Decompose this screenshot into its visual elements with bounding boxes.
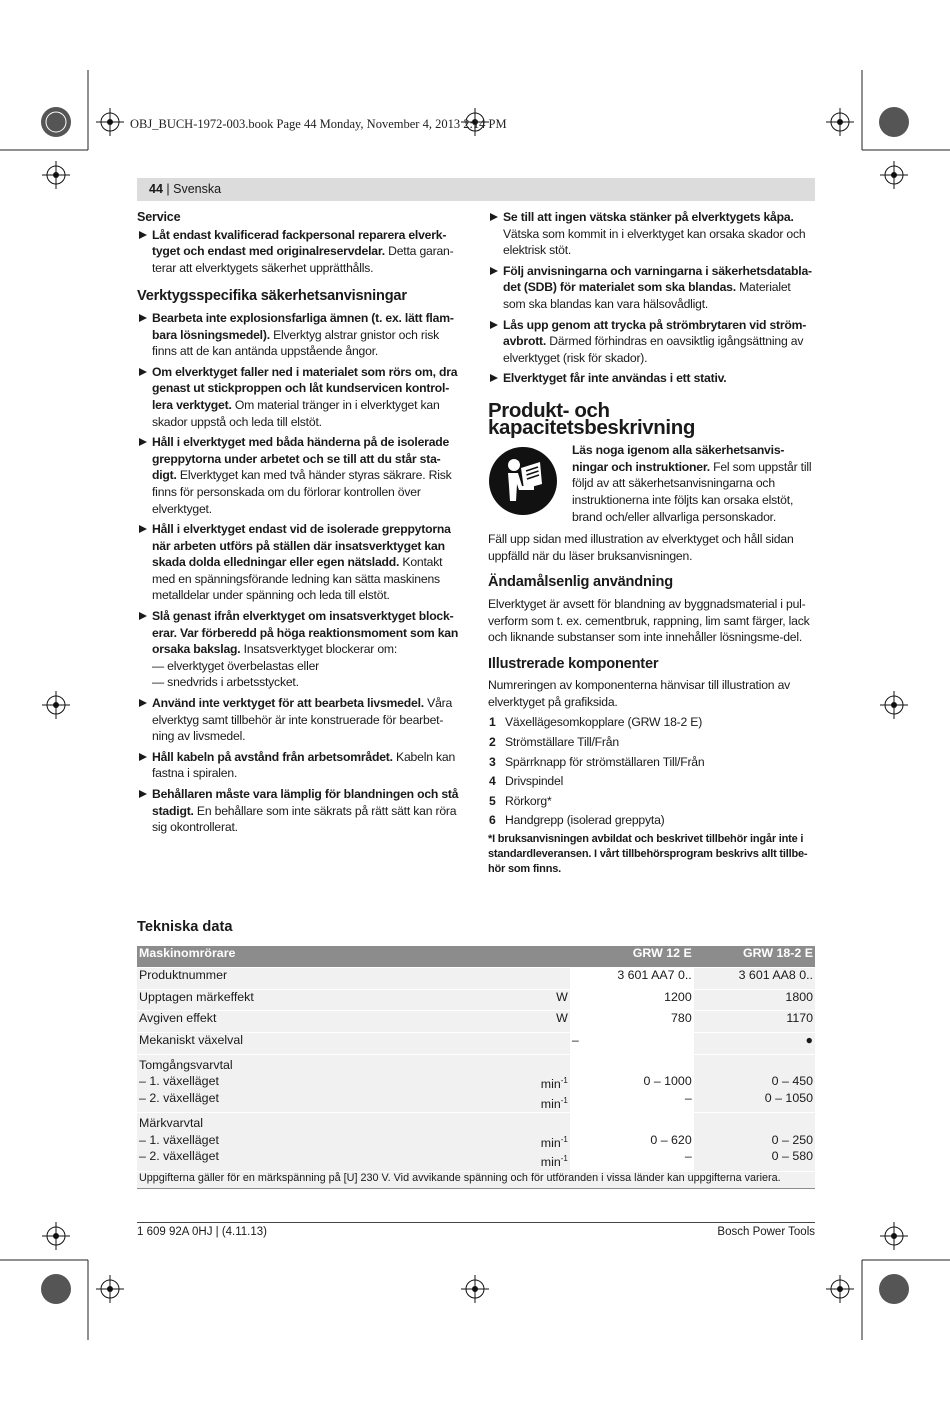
gear-label: – 1. växelläget (139, 1132, 219, 1147)
table-row (137, 1054, 815, 1113)
row-unit (337, 967, 570, 989)
block-list-item: — elverktyget överbelastas eller (152, 658, 320, 673)
row-label: Mekaniskt växelval (137, 1033, 337, 1055)
component-number: 6 (489, 813, 496, 828)
component-number: 2 (489, 735, 496, 750)
unit-base: min (540, 1155, 561, 1170)
safety-bullet (137, 608, 464, 658)
bullet-text: Elverktyg alstrar gnistor och risk finns att de kan antända uppstående ångor. (152, 327, 440, 359)
row-label: Avgiven effekt (137, 1011, 337, 1033)
unit-exponent: -1 (560, 1095, 568, 1105)
bullet-arrow-icon (490, 374, 498, 382)
safety-bullet (137, 695, 464, 745)
header-cell: GRW 18-2 E (694, 946, 815, 967)
unit-exponent: -1 (560, 1076, 568, 1086)
page-header (137, 178, 815, 201)
component-label: Rörkorg* (505, 793, 552, 808)
component-number: 1 (489, 715, 496, 730)
component-label: Spärrknapp för strömställaren Till/Från (505, 754, 705, 769)
bullet-bold: Håll i elverktyget endast vid de isolerade greppytorna när arbeten utförs på ställen där insatsverktyget kan skada dolda elledningar eller egen nätsladd. (152, 522, 451, 570)
bullet-bold: Använd inte verktyget för att bearbeta livsmedel. (152, 696, 424, 711)
read-manual-block (488, 442, 815, 528)
unit (339, 1093, 568, 1113)
safety-bullet (137, 434, 464, 517)
row-value-grw182: 1800 (694, 989, 815, 1011)
use-heading: Ändamålsenlig användning (488, 574, 673, 591)
unit (339, 1151, 568, 1171)
safety-bullet (488, 209, 815, 259)
bullet-bold: Lås upp genom att trycka på strömbrytaren vid ström-avbrott. (503, 317, 807, 349)
unit (339, 1073, 568, 1093)
value: 0 – 250 (771, 1132, 813, 1147)
component-label: Strömställare Till/Från (505, 735, 619, 750)
left-column (137, 209, 464, 836)
speed-values-grw182 (694, 1054, 815, 1113)
bullet-text: Insatsverktyget blockerar om: (240, 642, 398, 657)
fold-text: Fäll upp sidan med illustration av elverktyget och håll sidan uppfälld när du läser bruksanvisningen. (488, 532, 794, 563)
table-row (137, 1113, 815, 1172)
bullet-arrow-icon (139, 790, 147, 798)
bullet-bold: Elverktyget får inte användas i ett stativ. (503, 371, 727, 386)
header-cell (337, 946, 570, 967)
bullet-arrow-icon (139, 314, 147, 322)
tech-table (137, 946, 815, 1189)
tech-heading: Tekniska data (137, 919, 233, 935)
value: 0 – 580 (771, 1149, 813, 1164)
speed-group (137, 1054, 337, 1113)
unit-base: min (540, 1096, 561, 1111)
safety-bullet (137, 364, 464, 430)
gear-label: – 2. växelläget (139, 1090, 219, 1105)
row-unit (337, 1033, 570, 1055)
unit-exponent: -1 (560, 1134, 568, 1144)
gear-label: – 2. växelläget (139, 1149, 219, 1164)
speed-values-grw182 (694, 1113, 815, 1172)
page-number: 44 (149, 182, 163, 196)
speed-values-grw12 (570, 1054, 694, 1113)
row-value-grw182: 1170 (694, 1011, 815, 1033)
component-number: 4 (489, 774, 496, 789)
footer-right: Bosch Power Tools (717, 1226, 815, 1238)
components-heading: Illustrerade komponenter (488, 655, 659, 672)
header-cell: Maskinomrörare (137, 946, 337, 967)
footer-left: 1 609 92A 0HJ | (4.11.13) (137, 1226, 267, 1238)
unit-base: min (540, 1077, 561, 1092)
speed-group-title: Tomgångsvarvtal (139, 1057, 233, 1072)
bullet-text: Materialet som ska blandas kan vara hälsovådligt. (503, 280, 791, 311)
safety-heading: Verktygsspecifika säkerhetsanvisningar (137, 288, 407, 305)
component-number: 5 (489, 793, 496, 808)
row-label: Upptagen märkeffekt (137, 989, 337, 1011)
use-text: Elverktyget är avsett för blandning av byggnadsmaterial i pul-verform som t. ex. cementbruk, rappning, lim samt färger, lack och liknande substanser som inte innehåller lösningsme-del. (488, 596, 810, 645)
speed-values-grw12 (570, 1113, 694, 1172)
page-header-separator: | (162, 182, 174, 196)
safety-bullet (488, 370, 815, 387)
safety-bullet (488, 317, 815, 367)
bullet-text: Om material tränger in i elverktyget kan skador uppstå och leda till elstöt. (152, 397, 440, 429)
speed-group-title: Märkvarvtal (139, 1116, 204, 1131)
print-header: OBJ_BUCH-1972-003.book Page 44 Monday, November 4, 2013 2:14 PM (130, 117, 507, 131)
safety-bullet (137, 786, 464, 836)
component-item (488, 793, 815, 810)
safety-bullet (137, 521, 464, 604)
table-row (137, 1011, 815, 1033)
component-item (488, 773, 815, 790)
row-unit: W (337, 989, 570, 1011)
bullet-text: En behållare som inte säkrats på rätt sätt kan röra sig okontrollerat. (152, 803, 457, 835)
row-value-grw182: ● (694, 1033, 815, 1055)
block-list-item: — snedvrids i arbetsstycket. (152, 675, 299, 690)
speed-units (337, 1113, 570, 1172)
component-label: Handgrepp (isolerad greppyta) (505, 813, 665, 828)
bullet-arrow-icon (139, 699, 147, 707)
component-label: Drivspindel (505, 774, 564, 789)
row-unit: W (337, 1011, 570, 1033)
row-value-grw12: – (570, 1033, 694, 1055)
bullet-arrow-icon (139, 231, 147, 239)
bullet-arrow-icon (139, 753, 147, 761)
components-intro: Numreringen av komponenterna hänvisar till illustration av elverktyget på grafiksida. (488, 678, 791, 709)
component-number: 3 (489, 754, 496, 769)
bullet-text: Vätska som kommit in i elverktyget kan orsaka skador och elektrisk stöt. (503, 226, 806, 258)
page-language: Svenska (173, 182, 222, 196)
component-label: Växellägesomkopplare (GRW 18-2 E) (505, 715, 703, 730)
bullet-arrow-icon (490, 213, 498, 221)
bullet-text: Därmed förhindras en oavsiktlig igångsättning av elverktyget (risk för skador). (503, 334, 804, 365)
bullet-arrow-icon (139, 612, 147, 620)
component-item (488, 812, 815, 829)
bullet-bold: Håll i elverktyget med båda händerna på de isolerade greppytorna under arbetet och se till att du står sta-digt. (152, 435, 450, 483)
bullet-text: Våra elverktyg samt tillbehör är inte konstruerade för bearbet-ning av livsmedel. (152, 696, 453, 744)
right-column (488, 209, 815, 877)
unit-base: min (540, 1135, 561, 1150)
bullet-text: Detta garan-terar att elverktygets säkerhet upprätthålls. (152, 244, 454, 275)
service-heading: Service (137, 210, 181, 224)
read-bold: Läs noga igenom alla säkerhetsanvis-ningar och instruktioner. (572, 443, 785, 474)
row-value-grw12: 3 601 AA7 0.. (570, 967, 694, 989)
header-cell: GRW 12 E (570, 946, 694, 967)
value: 0 – 450 (771, 1074, 813, 1089)
speed-units (337, 1054, 570, 1113)
bullet-bold: Slå genast ifrån elverktyget om insatsverktyget block-erar. Var förberedd på höga reaktionsmoment som kan orsaka bakslag. (152, 609, 459, 657)
read-manual-icon (488, 446, 558, 516)
safety-bullet (488, 263, 815, 313)
value: – (684, 1090, 692, 1105)
safety-bullet (137, 310, 464, 360)
bullet-text: Kabeln kan fastna i spiralen. (152, 749, 456, 781)
bullet-bold: Se till att ingen vätska stänker på elverktygets kåpa. (503, 210, 794, 224)
component-item (488, 714, 815, 731)
bullet-bold: Håll kabeln på avstånd från arbetsområdet. (152, 749, 393, 764)
bullet-bold: Behållaren måste vara lämplig för blandningen och stå stadigt. (152, 787, 459, 818)
tech-footnote: Uppgifterna gäller för en märkspänning på [U] 230 V. Vid avvikande spänning och för utföranden i vissa länder kan uppgifterna variera. (137, 1171, 815, 1188)
service-bullet (137, 227, 464, 277)
value: 0 – 1000 (643, 1074, 692, 1089)
row-value-grw12: 1200 (570, 989, 694, 1011)
table-row (137, 967, 815, 989)
bullet-bold: Låt endast kvalificerad fackpersonal reparera elverk-tyget och endast med originalreservdelar. (152, 227, 447, 259)
table-row (137, 989, 815, 1011)
bullet-bold: Bearbeta inte explosionsfarliga ämnen (t. ex. lätt flam-bara lösningsmedel). (152, 310, 454, 342)
bullet-arrow-icon (139, 438, 147, 446)
speed-group (137, 1113, 337, 1172)
read-text: Fel som uppstår till följd av att säkerhetsanvisningarna och instruktionerna inte följts kan orsaka elstöt, brand och/eller allvarliga personskador. (572, 459, 812, 524)
row-value-grw182: 3 601 AA8 0.. (694, 967, 815, 989)
accessory-note: *I bruksanvisningen avbildat och beskrivet tillbehör ingår inte i standardleveransen. I vårt tillbehörsprogram beskrivs allt tillbe-hör som finns. (488, 833, 808, 876)
table-row (137, 1033, 815, 1055)
component-item (488, 734, 815, 751)
bullet-text: Kontakt med en spänningsförande ledning kan sätta maskinens metalldelar under spänning och leda till elstöt. (152, 555, 443, 603)
bullet-arrow-icon (490, 267, 498, 275)
bullet-bold: Om elverktyget faller ned i materialet som rörs om, dra genast ut stickproppen och låt kundservicen kontrol-lera verktyget. (152, 364, 458, 412)
value: – (684, 1149, 692, 1164)
gear-label: – 1. växelläget (139, 1074, 219, 1089)
read-manual-text (572, 442, 815, 525)
tech-table-header (137, 946, 815, 967)
bullet-arrow-icon (139, 525, 147, 533)
component-item (488, 754, 815, 771)
row-label: Produktnummer (137, 967, 337, 989)
value: 0 – 620 (650, 1132, 692, 1147)
bullet-arrow-icon (139, 368, 147, 376)
unit (339, 1132, 568, 1152)
tech-footnote-row (137, 1171, 815, 1188)
safety-bullet (137, 749, 464, 782)
footer-rule (137, 1222, 815, 1223)
row-value-grw12: 780 (570, 1011, 694, 1033)
bullet-arrow-icon (490, 321, 498, 329)
bullet-bold: Följ anvisningarna och varningarna i säkerhetsdatabla-det (SDB) för materialet som ska blandas. (503, 263, 812, 295)
value: 0 – 1050 (764, 1090, 813, 1105)
product-heading: Produkt- och kapacitetsbeskrivning (488, 398, 695, 439)
unit-exponent: -1 (560, 1154, 568, 1164)
bullet-text: Elverktyget kan med två händer styras säkrare. Risk finns för personskada om du förlorar kontrollen över elverktyget. (152, 468, 452, 516)
